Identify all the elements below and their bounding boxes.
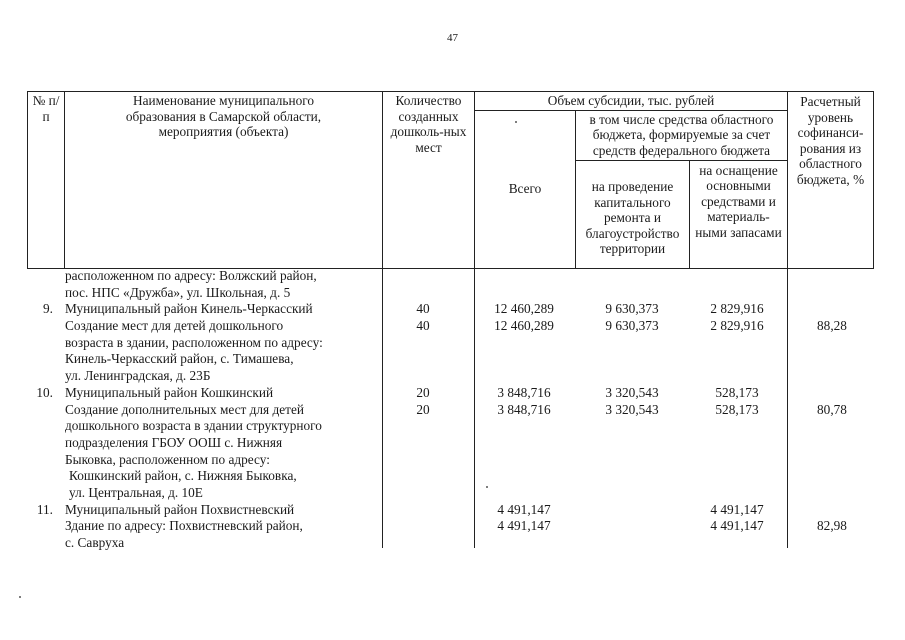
table-row [27, 351, 873, 368]
cell-equipment: 528,173 [715, 401, 759, 417]
header-name: Наименование муниципального образования в Самарской области, мероприятия (объекта) [65, 92, 383, 269]
cell-name: с. Савруха [65, 535, 125, 550]
page-number: 47 [447, 32, 458, 44]
cell-equipment: 2 829,916 [710, 318, 764, 334]
cell-capital: 3 320,543 [605, 401, 659, 417]
cell-name: подразделения ГБОУ ООШ с. Нижняя [65, 434, 283, 450]
cell-num: 11. [36, 501, 53, 517]
table-body [27, 268, 873, 552]
cell-name: пос. НПС «Дружба», ул. Школьная, д. 5 [65, 284, 291, 300]
cell-name: Кинель-Черкасский район, с. Тимашева, [65, 351, 294, 367]
cell-qty: 40 [416, 318, 430, 334]
cell-rate: 80,78 [817, 401, 847, 417]
cell-capital: 9 630,373 [605, 301, 659, 317]
table-row [27, 368, 873, 385]
cell-name: Муниципальный район Похвистневский [65, 501, 295, 517]
cell-name: расположенном по адресу: Волжский район, [65, 268, 317, 283]
table-row [27, 518, 873, 535]
cell-qty: 40 [416, 301, 430, 317]
cell-total: 4 491,147 [497, 518, 551, 534]
header-capital: на проведение капитального ремонта и благоустройство территории [576, 160, 690, 268]
cell-num: 10. [36, 384, 53, 400]
table-row [27, 535, 873, 552]
table-row [27, 318, 873, 335]
table-row [27, 335, 873, 352]
table-row [27, 418, 873, 435]
speck-dot [19, 596, 21, 598]
cell-name: Здание по адресу: Похвистневский район, [65, 518, 303, 534]
speck-dot [515, 121, 517, 123]
header-rate: Расчетный уровень софинанси-рования из областного бюджета, % [788, 92, 874, 269]
table-header [27, 91, 874, 269]
cell-name: Кошкинский район, с. Нижняя Быковка, [69, 468, 297, 484]
table-row [27, 502, 873, 519]
cell-name: Создание дополнительных мест для детей [65, 401, 304, 417]
table-row [27, 468, 873, 485]
header-federal: в том числе средства областного бюджета, формируемые за счет средств федерального бюджета [576, 110, 788, 160]
cell-name: ул. Ленинградская, д. 23Б [65, 368, 211, 384]
cell-name: Муниципальный район Кинель-Черкасский [65, 301, 313, 317]
table-row [27, 435, 873, 452]
cell-rate: 88,28 [817, 318, 847, 334]
cell-rate: 82,98 [817, 518, 847, 534]
cell-name: возраста в здании, расположенном по адресу: [65, 334, 323, 350]
cell-name: Создание мест для детей дошкольного [65, 318, 284, 334]
header-total: Всего [475, 110, 576, 268]
cell-name: ул. Центральная, д. 10Е [69, 484, 203, 500]
cell-equipment: 4 491,147 [710, 518, 764, 534]
cell-total: 12 460,289 [494, 301, 554, 317]
cell-capital: 3 320,543 [605, 384, 659, 400]
table-row [27, 402, 873, 419]
header-qty: Количество созданных дошколь-ных мест [383, 92, 475, 269]
table-row [27, 385, 873, 402]
speck-dot [486, 486, 488, 488]
table-row [27, 485, 873, 502]
cell-equipment: 2 829,916 [710, 301, 764, 317]
header-subsidy: Объем субсидии, тыс. рублей [475, 92, 788, 111]
cell-total: 4 491,147 [497, 501, 551, 517]
cell-total: 12 460,289 [494, 318, 554, 334]
cell-qty: 20 [416, 401, 430, 417]
cell-equipment: 4 491,147 [710, 501, 764, 517]
cell-num: 9. [43, 301, 53, 317]
cell-name: Муниципальный район Кошкинский [65, 384, 274, 400]
table-row [27, 301, 873, 318]
cell-capital: 9 630,373 [605, 318, 659, 334]
header-num: № п/п [28, 92, 65, 269]
table-row [27, 268, 873, 285]
cell-total: 3 848,716 [497, 384, 551, 400]
table-row [27, 452, 873, 469]
cell-total: 3 848,716 [497, 401, 551, 417]
cell-equipment: 528,173 [715, 384, 759, 400]
table-row [27, 285, 873, 302]
cell-qty: 20 [416, 384, 430, 400]
header-equipment: на оснащение основными средствами и материаль-ными запасами [690, 160, 788, 268]
cell-name: Быковка, расположенном по адресу: [65, 451, 270, 467]
cell-name: дошкольного возраста в здании структурного [65, 418, 322, 434]
